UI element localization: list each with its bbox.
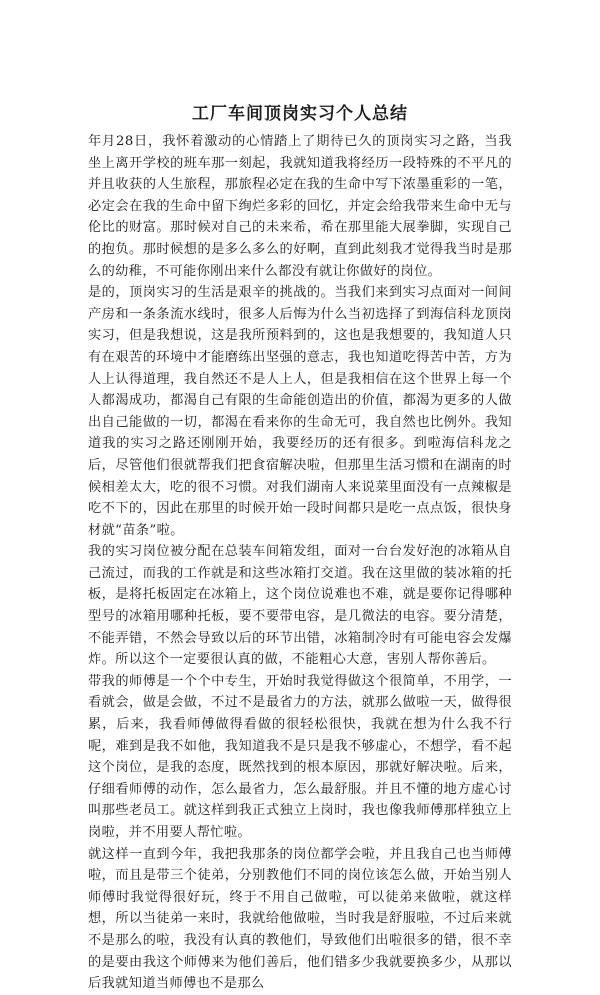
paragraph-job-post: 我的实习岗位被分配在总装车间箱发组，面对一台台发好泡的冰箱从自己流过，而我的工作就是和这些冰箱打交道。我在这里做的装冰箱的托板，是将托板固定在冰箱上，这个岗位说难也不难，就是要你记得哪种型号的冰箱用哪种托板，要不要带电容，是几微法的电容。要分清楚，不能弄错，不然会导致以后的环节出错，冰箱制冷时有可能电容会发爆炸。所以这个一定要很认真的做，不能粗心大意，害别人帮你善后。 <box>88 544 512 668</box>
paragraph-hardship: 是的，顶岗实习的生活是艰辛的挑战的。当我们来到实习点面对一间间产房和一条条流水线时，很多人后悔为什么当初选择了到海信科龙顶岗实习，但是我想说，这是我所预料到的，这也是我想要的，我知道人只有在艰苦的环境中才能磨练出坚强的意志，我也知道吃得苦中苦，方为人上认得道理，我自然还不是人上人，但是我相信在这个世界上每一个人都渴成功，都渴自己有限的生命能创造出的价值，都渴为更多的人做出自己能做的一切，都渴在看来你的生命无可，我自然也比例外。我知道我的实习之路还刚刚开始，我要经历的还有很多。到啦海信科龙之后，尽管他们很就帮我们把食宿解决啦，但那里生活习惯和在湖南的时候相差太大，吃的很不习惯。对我们湖南人来说菜里面没有一点辣椒是吃不下的，因此在那里的时候开始一段时间都只是吃一点点饭，很快身材就“苗条”啦。 <box>88 285 512 538</box>
paragraph-mentor: 带我的师傅是一个个中专生，开始时我觉得做这个很简单，不用学，一看就会，做是会做，不过不是最省力的方法，就那么做啦一天，做得很累，后来，我看师傅做得看做的很轻松很快，我就在想为什么我不行呢，难到是我不如他，我知道我不是只是我不够虚心，不想学，看不起这个岗位，是我的态度，既然找到的根本原因，那就好解决啦。后来，仔细看师傅的动作，怎么最省力，怎么最舒服。并且不懂的地方虚心讨叫那些老员工。就这样到我正式独立上岗时，我也像我师傅那样独立上岗啦，并不用要人帮忙啦。 <box>88 673 512 840</box>
document-page <box>88 104 512 995</box>
document-title: 工厂车间顶岗实习个人总结 <box>192 104 408 124</box>
paragraph-intro: 年月28日，我怀着激动的心情踏上了期待已久的顶岗实习之路，当我坐上离开学校的班车那一刻起，我就知道我将经历一段特殊的不平凡的并且收获的人生旅程，那旅程必定在我的生命中写下浓墨重彩的一笔，必定会在我的生命中留下绚烂多彩的回忆，并定会给我带来生命中无与伦比的财富。那时候对自己的未来希，希在那里能大展拳脚，实现自己的抱负。那时候想的是多么多么的好啊，直到此刻我才觉得我当时是那么的幼稚，不可能你刚出来什么都没有就让你做好的岗位。 <box>88 134 512 279</box>
paragraph-becoming-mentor: 就这样一直到今年，我把我那条的岗位都学会啦，并且我自己也当师傅啦，而且是带三个徒弟，分别教他们不同的岗位该怎么做，开始当别人师傅时我觉得很好玩，终于不用自己做啦，可以徒弟来做啦，就这样想，所以当徒弟一来时，我就给他做啦，当时我是舒服啦，不过后来就不是那么的啦，我没有认真的教他们，导致他们出啦很多的错，很不幸的是要由我这个师傅来为他们善后，他们错多少我就要换多少，从那以后我就知道当师傅也不是那么 <box>88 846 512 992</box>
